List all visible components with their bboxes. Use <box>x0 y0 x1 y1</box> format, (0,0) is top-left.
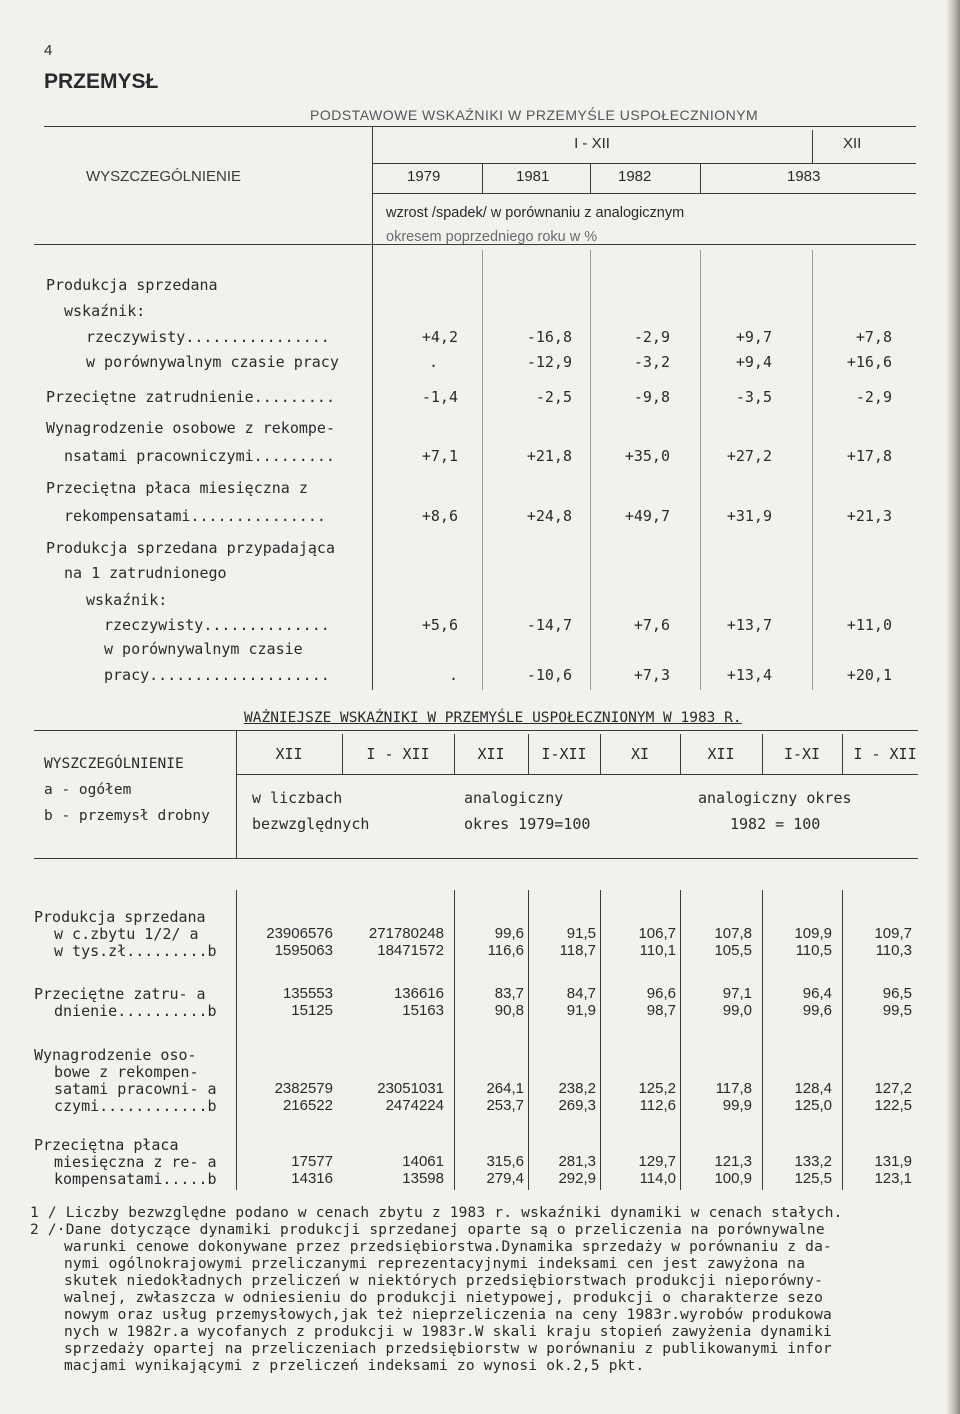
cell: 2382579 <box>274 1080 333 1097</box>
cell: +20,1 <box>846 666 892 684</box>
row-rzeczywisty-label: rzeczywisty................ <box>86 328 330 346</box>
cell: 98,7 <box>646 1002 676 1019</box>
cell: 96,6 <box>646 985 676 1002</box>
cell: +7,8 <box>855 328 892 346</box>
table2-title: WAŻNIEJSZE WSKAŹNIKI W PRZEMYŚLE USPOŁECZNIONYM W 1983 R. <box>244 710 742 726</box>
footnote-line: skutek niedokładnych przeliczeń w niektórych przedsiębiorstwach produkcji nieporówny- <box>64 1273 824 1289</box>
cell: 110,3 <box>875 942 912 959</box>
cell: 129,7 <box>638 1153 676 1170</box>
cell: +9,7 <box>735 328 772 346</box>
cell: +16,6 <box>846 353 892 371</box>
cell: 109,7 <box>874 925 912 942</box>
cell: 264,1 <box>486 1080 524 1097</box>
footnote-line: sprzedaży opartej na przeliczeniach przedsiębiorstw w porównaniu z publikowanymi infor <box>64 1341 832 1357</box>
col-head: I - XII <box>853 745 917 763</box>
cell: 279,4 <box>486 1170 524 1187</box>
cell: +7,1 <box>421 447 458 465</box>
cell: 1595063 <box>274 942 333 959</box>
sub-abs-1: w liczbach <box>252 789 343 807</box>
cell: 107,8 <box>714 925 752 942</box>
cell: 269,3 <box>558 1097 596 1114</box>
table1-group-xii: XII <box>843 135 862 152</box>
cell: 105,5 <box>714 942 752 959</box>
cell: 133,2 <box>794 1153 832 1170</box>
cell: 14316 <box>291 1170 333 1187</box>
cell: . <box>428 353 438 371</box>
cell: 17577 <box>291 1153 333 1170</box>
footnote-line: macjami wynikającymi z przeliczeń indeksami zo wynosi ok.2,5 pkt. <box>64 1358 645 1374</box>
cell: 128,4 <box>794 1080 832 1097</box>
cell: +9,4 <box>735 353 772 371</box>
cell: -2,9 <box>855 388 892 406</box>
cell: 122,5 <box>874 1097 912 1114</box>
t2-label: Wynagrodzenie oso- <box>34 1046 197 1064</box>
cell: 123,1 <box>874 1170 912 1187</box>
cell: 271780248 <box>368 925 444 942</box>
sub-1982-1: analogiczny okres <box>698 789 852 807</box>
cell: 91,9 <box>566 1002 596 1019</box>
t2-label: Przeciętna płaca <box>34 1136 179 1154</box>
row-prodzatr-pw-label2: pracy.................... <box>104 666 330 684</box>
col-head: XII <box>275 745 303 763</box>
table2-stub2: a - ogółem <box>44 782 132 798</box>
cell: +31,9 <box>726 507 772 525</box>
cell: 216522 <box>282 1097 333 1114</box>
cell: +5,6 <box>421 616 458 634</box>
row-wskaznik-label: wskaźnik: <box>64 302 146 320</box>
year-1981: 1981 <box>516 168 550 185</box>
t2-label: Produkcja sprzedana <box>34 908 206 926</box>
cell: -9,8 <box>633 388 670 406</box>
cell: 238,2 <box>558 1080 596 1097</box>
cell: 99,6 <box>494 925 524 942</box>
cell: +24,8 <box>526 507 572 525</box>
cell: +21,8 <box>526 447 572 465</box>
t2-label: w c.zbytu 1/2/ a <box>54 925 199 943</box>
year-1982: 1982 <box>618 168 652 185</box>
cell: +13,4 <box>726 666 772 684</box>
table2-stub1: WYSZCZEGÓLNIENIE <box>44 756 184 772</box>
cell: 135553 <box>282 985 333 1002</box>
t2-label: Przeciętne zatru- a <box>34 985 206 1003</box>
cell: 23906576 <box>266 925 333 942</box>
year-1979: 1979 <box>407 168 441 185</box>
page-number: 4 <box>44 42 53 59</box>
t2-label: bowe z rekompen- <box>54 1063 199 1081</box>
row-porownywalny-label: w porównywalnym czasie pracy <box>86 353 339 371</box>
cell: 118,7 <box>559 942 596 959</box>
cell: 253,7 <box>486 1097 524 1114</box>
footnote-line: nymi ogólnokrajowymi przeliczanymi reprezentacyjnymi indeksami cen jest zawyżona na <box>64 1256 806 1272</box>
sub-1982-2: 1982 = 100 <box>730 815 821 833</box>
row-produkcja-title: Produkcja sprzedana <box>46 276 218 294</box>
cell: 83,7 <box>494 985 524 1002</box>
t2-label: miesięczna z re- a <box>54 1153 217 1171</box>
cell: 84,7 <box>566 985 596 1002</box>
cell: 15125 <box>291 1002 333 1019</box>
row-placa-label2: rekompensatami............... <box>64 507 326 525</box>
footnote-line: 2 /·Dane dotyczące dynamiki produkcji sprzedanej oparte są o przeliczenia na porównywalne <box>30 1222 825 1238</box>
growth-label-2: okresem poprzedniego roku w % <box>386 229 598 245</box>
cell: 110,5 <box>795 942 832 959</box>
cell: -16,8 <box>526 328 572 346</box>
row-placa-label1: Przeciętna płaca miesięczna z <box>46 479 308 497</box>
footnote-line: warunki cenowe dokonywane przez przedsiębiorstwa.Dynamika sprzedaży w porównaniu z da- <box>64 1239 832 1255</box>
cell: 96,5 <box>882 985 912 1002</box>
cell: 106,7 <box>638 925 676 942</box>
t2-label: dnienie..........b <box>54 1002 217 1020</box>
cell: 14061 <box>402 1153 444 1170</box>
cell: +4,2 <box>421 328 458 346</box>
t2-label: czymi............b <box>54 1097 217 1115</box>
cell: 18471572 <box>377 942 444 959</box>
cell: 116,6 <box>487 942 524 959</box>
cell: -1,4 <box>421 388 458 406</box>
row-prodzatr-label2: na 1 zatrudnionego <box>64 564 227 582</box>
cell: 125,0 <box>794 1097 832 1114</box>
col-head: XII <box>477 745 505 763</box>
cell: 110,1 <box>639 942 676 959</box>
cell: -3,2 <box>633 353 670 371</box>
cell: 99,0 <box>722 1002 752 1019</box>
cell: 99,5 <box>882 1002 912 1019</box>
row-prodzatr-label3: wskaźnik: <box>86 591 168 609</box>
cell: -14,7 <box>526 616 572 634</box>
cell: 23051031 <box>377 1080 444 1097</box>
row-wynagrodzenie-label1: Wynagrodzenie osobowe z rekompe- <box>46 419 335 437</box>
cell: -12,9 <box>526 353 572 371</box>
cell: 112,6 <box>639 1097 676 1114</box>
cell: -10,6 <box>526 666 572 684</box>
cell: 125,5 <box>794 1170 832 1187</box>
row-prodzatr-pw-label1: w porównywalnym czasie <box>104 640 303 658</box>
cell: 136616 <box>393 985 444 1002</box>
cell: 109,9 <box>794 925 832 942</box>
table1-group-i-xii: I - XII <box>574 135 610 152</box>
sub-1979-1: analogiczny <box>464 789 564 807</box>
t2-label: kompensatami.....b <box>54 1170 217 1188</box>
col-head: XII <box>707 745 735 763</box>
table2-stub3: b - przemysł drobny <box>44 808 210 824</box>
cell: 99,6 <box>802 1002 832 1019</box>
cell: -2,5 <box>535 388 572 406</box>
footnote-line: 1 / Liczby bezwzględne podano w cenach zbytu z 1983 r. wskaźniki dynamiki w cenach stałych. <box>30 1205 843 1221</box>
cell: 99,9 <box>722 1097 752 1114</box>
cell: 315,6 <box>486 1153 524 1170</box>
row-prodzatr-rz-label: rzeczywisty.............. <box>104 616 330 634</box>
year-1983: 1983 <box>787 168 821 185</box>
cell: 125,2 <box>638 1080 676 1097</box>
cell: 281,3 <box>558 1153 596 1170</box>
cell: 2474224 <box>385 1097 444 1114</box>
cell: 96,4 <box>802 985 832 1002</box>
page-edge-shadow <box>946 0 960 1414</box>
row-wynagrodzenie-label2: nsatami pracowniczymi......... <box>64 447 335 465</box>
cell: . <box>448 666 458 684</box>
t2-label: satami pracowni- a <box>54 1080 217 1098</box>
cell: +7,6 <box>633 616 670 634</box>
cell: +49,7 <box>624 507 670 525</box>
cell: -3,5 <box>735 388 772 406</box>
footnote-line: nych w 1982r.a wycofanych z produkcji w 1983r.W skali kraju stopień zawyżenia dynamiki <box>64 1324 832 1340</box>
cell: +13,7 <box>726 616 772 634</box>
cell: 117,8 <box>715 1080 752 1097</box>
cell: -2,9 <box>633 328 670 346</box>
cell: 292,9 <box>558 1170 596 1187</box>
row-prodzatr-label1: Produkcja sprzedana przypadająca <box>46 539 335 557</box>
col-head: I-XI <box>783 745 821 763</box>
growth-label-1: wzrost /spadek/ w porównaniu z analogicznym <box>386 205 685 221</box>
cell: +11,0 <box>846 616 892 634</box>
col-head: XI <box>630 745 650 763</box>
cell: 127,2 <box>874 1080 912 1097</box>
cell: 13598 <box>402 1170 444 1187</box>
cell: 100,9 <box>714 1170 752 1187</box>
section-title: PRZEMYSŁ <box>44 70 159 93</box>
col-head: I - XII <box>366 745 430 763</box>
cell: 131,9 <box>874 1153 912 1170</box>
t2-label: w tys.zł.........b <box>54 942 217 960</box>
cell: 15163 <box>402 1002 444 1019</box>
sub-1979-2: okres 1979=100 <box>464 815 591 833</box>
cell: +17,8 <box>846 447 892 465</box>
cell: 91,5 <box>566 925 596 942</box>
table1-title: PODSTAWOWE WSKAŹNIKI W PRZEMYŚLE USPOŁECZNIONYM <box>310 107 759 123</box>
table1-stub-header: WYSZCZEGÓLNIENIE <box>86 168 242 185</box>
cell: +21,3 <box>846 507 892 525</box>
cell: +7,3 <box>633 666 670 684</box>
sub-abs-2: bezwzględnych <box>252 815 370 833</box>
col-head: I-XII <box>541 745 587 763</box>
cell: +8,6 <box>421 507 458 525</box>
footnote-line: nowym oraz usług przemysłowych,jak też nieprzeliczenia na ceny 1983r.wyrobów produkowa <box>64 1307 832 1323</box>
cell: 90,8 <box>494 1002 524 1019</box>
cell: 114,0 <box>639 1170 676 1187</box>
cell: 97,1 <box>722 985 752 1002</box>
cell: +27,2 <box>726 447 772 465</box>
cell: +35,0 <box>624 447 670 465</box>
cell: 121,3 <box>714 1153 752 1170</box>
footnote-line: walnej, zwłaszcza w odniesieniu do produkcji nietypowej, produkcji o charakterze sezo <box>64 1290 824 1306</box>
row-zatrudnienie-label: Przeciętne zatrudnienie......... <box>46 388 335 406</box>
